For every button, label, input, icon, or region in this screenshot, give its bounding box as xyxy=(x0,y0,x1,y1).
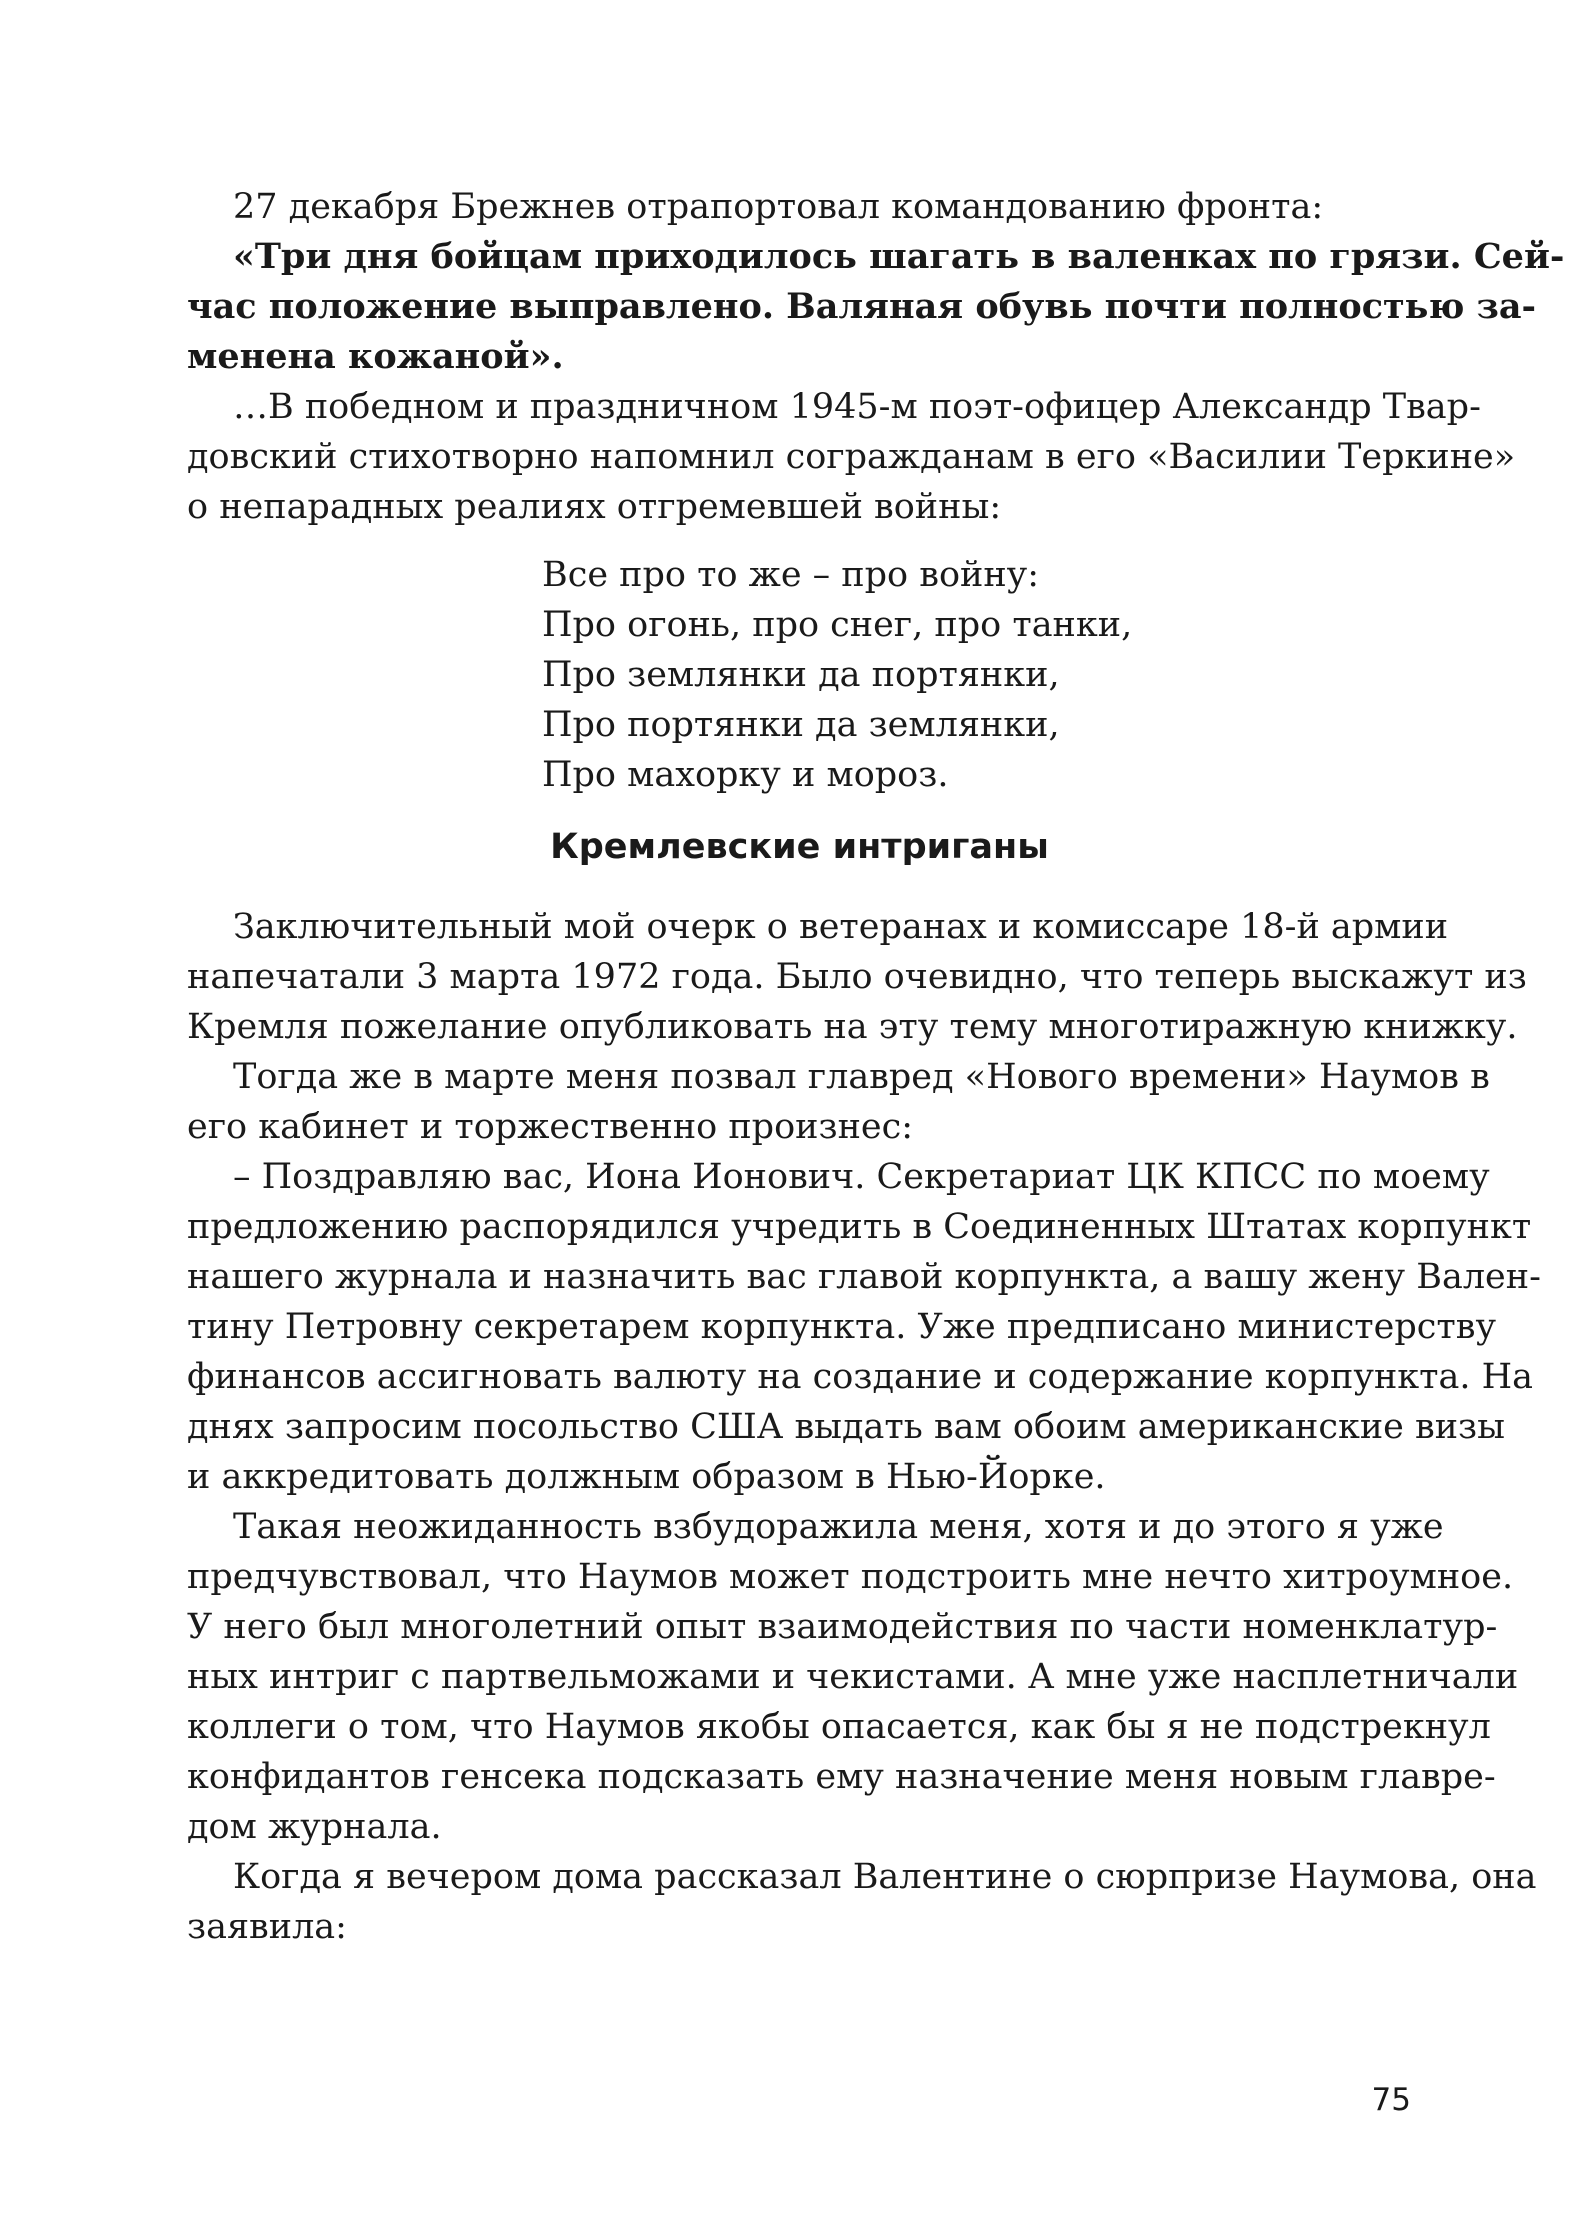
poem-line: Про землянки да портянки, xyxy=(542,655,1060,695)
text-line: …В победном и праздничном 1945-м поэт-офицер Александр Твар- xyxy=(233,387,1481,427)
text-line: довский стихотворно напомнил согражданам в его «Василии Теркине» xyxy=(187,437,1516,477)
text-line: тину Петровну секретарем корпункта. Уже предписано министерству xyxy=(187,1307,1497,1347)
text-line: коллеги о том, что Наумов якобы опасается, как бы я не подстрекнул xyxy=(187,1707,1491,1747)
text-line: «Три дня бойцам приходилось шагать в валенках по грязи. Сей- xyxy=(233,236,1565,277)
text-line: предчувствовал, что Наумов может подстроить мне нечто хитроумное. xyxy=(187,1557,1514,1597)
text-line: заявила: xyxy=(187,1907,347,1947)
text-line: дом журнала. xyxy=(187,1807,442,1847)
paragraph-brezhnev-report-intro xyxy=(187,182,1412,232)
paragraph-naumov-speech xyxy=(187,1152,1541,1502)
poem-line: Все про то же – про войну: xyxy=(542,555,1040,595)
text-line: финансов ассигновать валюту на создание и содержание корпункта. На xyxy=(187,1357,1534,1397)
text-line: днях запросим посольство США выдать вам обоим американские визы xyxy=(187,1407,1506,1447)
paragraph-final-essay xyxy=(187,902,1527,1052)
poem-line: Про махорку и мороз. xyxy=(542,755,949,795)
paragraph-valentina xyxy=(187,1852,1537,1952)
text-line: – Поздравляю вас, Иона Ионович. Секретариат ЦК КПСС по моему xyxy=(233,1157,1490,1197)
text-line: Тогда же в марте меня позвал главред «Нового времени» Наумов в xyxy=(233,1057,1490,1097)
text-line: час положение выправлено. Валяная обувь почти полностью за- xyxy=(187,286,1537,327)
text-line: конфидантов генсека подсказать ему назначение меня новым главре- xyxy=(187,1757,1496,1797)
text-line: Заключительный мой очерк о ветеранах и комиссаре 18-й армии xyxy=(233,907,1449,947)
text-line: напечатали 3 марта 1972 года. Было очевидно, что теперь выскажут из xyxy=(187,957,1527,997)
poem-quote xyxy=(542,550,1412,800)
text-line: предложению распорядился учредить в Соединенных Штатах корпункт xyxy=(187,1207,1532,1247)
poem-line: Про огонь, про снег, про танки, xyxy=(542,605,1133,645)
poem-line: Про портянки да землянки, xyxy=(542,705,1060,745)
text-line: его кабинет и торжественно произнес: xyxy=(187,1107,914,1147)
text-line: Такая неожиданность взбудоражила меня, хотя и до этого я уже xyxy=(233,1507,1444,1547)
section-title: Кремлевские интриганы xyxy=(550,827,1049,867)
page-number: 75 xyxy=(1371,2082,1411,2118)
text-line: Когда я вечером дома рассказал Валентине о сюрпризе Наумова, она xyxy=(233,1857,1537,1897)
text-line: нашего журнала и назначить вас главой корпункта, а вашу жену Вален- xyxy=(187,1257,1541,1297)
text-line: У него был многолетний опыт взаимодействия по части номенклатур- xyxy=(187,1607,1498,1647)
paragraph-tvardovsky xyxy=(187,382,1516,532)
text-line: ных интриг с партвельможами и чекистами. А мне уже насплетничали xyxy=(187,1657,1519,1697)
text-line: и аккредитовать должным образом в Нью-Йорке. xyxy=(187,1457,1106,1497)
text-line: 27 декабря Брежнев отрапортовал командованию фронта: xyxy=(233,187,1324,227)
paragraph-surprise xyxy=(187,1502,1519,1852)
page-text xyxy=(187,182,1565,1952)
text-line: о непарадных реалиях отгремевшей войны: xyxy=(187,487,1002,527)
paragraph-brezhnev-report-quote xyxy=(187,232,1565,382)
paragraph-naumov-invite xyxy=(187,1052,1490,1152)
text-line: Кремля пожелание опубликовать на эту тему многотиражную книжку. xyxy=(187,1007,1518,1047)
text-line: менена кожаной». xyxy=(187,336,564,377)
